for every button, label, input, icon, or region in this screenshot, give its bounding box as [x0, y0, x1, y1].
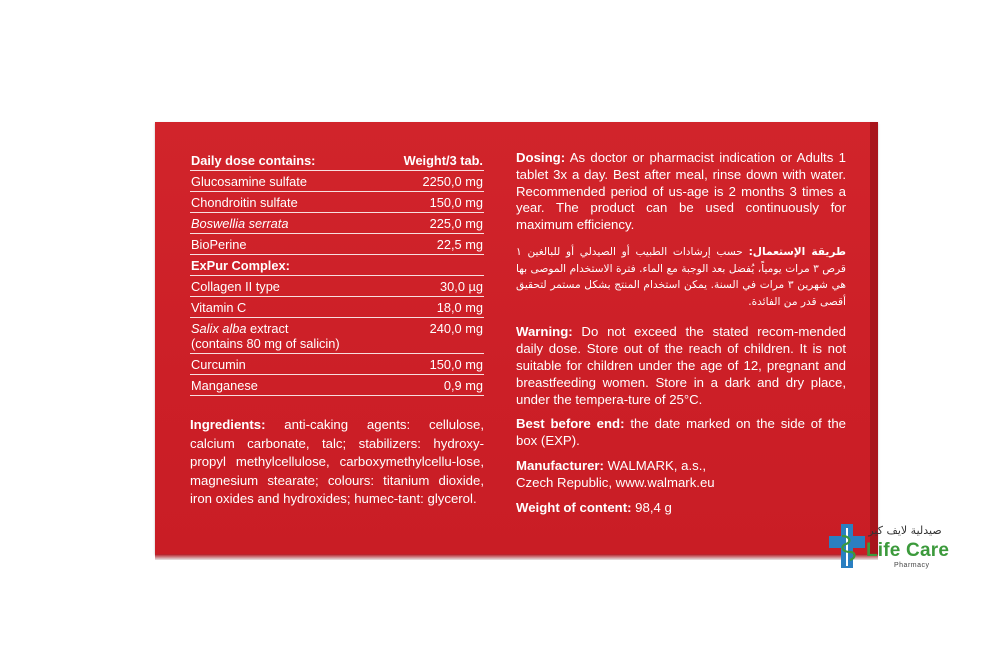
row-amount: 150,0 mg	[380, 192, 484, 213]
row-amount: 150,0 mg	[380, 354, 484, 375]
manufacturer-line2: Czech Republic, www.walmark.eu	[516, 474, 715, 490]
table-row	[190, 297, 484, 318]
row-label: Collagen II type	[190, 276, 380, 297]
header-label: Daily dose contains:	[190, 150, 380, 171]
row-label: Boswellia serrata	[190, 213, 380, 234]
warning-text	[516, 324, 846, 408]
row-label: Curcumin	[190, 354, 380, 375]
logo-name: Life Care	[866, 540, 950, 561]
manufacturer-title: Manufacturer:	[516, 457, 604, 473]
row-label: Vitamin C	[190, 297, 380, 318]
ingredients-body: anti-caking agents: cellulose, calcium carbonate, talc; stabilizers: hydroxy-propyl methylcellulose, carboxymethylcellu-lose, magnesium stearate; colours: titanium dioxide, iron oxides and hydroxides; humec-tant: glycerol.	[190, 417, 484, 507]
header-amount: Weight/3 tab.	[380, 150, 484, 171]
row-amount: 240,0 mg	[380, 318, 484, 354]
box-edge-shadow	[155, 554, 878, 560]
pharmacy-cross-icon	[828, 522, 866, 570]
table-row	[190, 192, 484, 213]
best-before-title: Best before end:	[516, 416, 625, 432]
row-label	[190, 318, 380, 354]
salix-rest: extract	[246, 321, 289, 336]
instructions-panel	[516, 150, 846, 516]
nutrition-table	[190, 150, 484, 396]
table-header-row	[190, 150, 484, 171]
arabic-title: طريقة الإستعمال:	[748, 245, 846, 258]
table-row	[190, 276, 484, 297]
row-amount: 2250,0 mg	[380, 171, 484, 192]
row-label: Chondroitin sulfate	[190, 192, 380, 213]
table-row	[190, 375, 484, 396]
weight-text	[516, 500, 846, 517]
warning-body: Do not exceed the stated recom-mended daily dose. Store out of the reach of children. It is not suitable for children under the age of 12, pregnant and breastfeeding women. Store in a dark and dry place, under the tempera-ture of 25°C.	[516, 324, 846, 407]
complex-title: ExPur Complex:	[190, 255, 484, 276]
manufacturer-text	[516, 458, 846, 492]
ingredients-title: Ingredients:	[190, 417, 266, 432]
warning-title: Warning:	[516, 324, 573, 340]
row-amount: 30,0 µg	[380, 276, 484, 297]
nutrition-panel	[190, 150, 484, 396]
table-row	[190, 171, 484, 192]
table-row	[190, 354, 484, 375]
row-amount: 22,5 mg	[380, 234, 484, 255]
weight-title: Weight of content:	[516, 499, 632, 515]
row-amount: 18,0 mg	[380, 297, 484, 318]
salix-note: (contains 80 mg of salicin)	[191, 336, 340, 351]
best-before-body: the date marked on the side of the box (EXP).	[516, 416, 846, 449]
complex-title-row	[190, 255, 484, 276]
dosing-title: Dosing:	[516, 150, 566, 165]
row-amount: 0,9 mg	[380, 375, 484, 396]
ingredients-text	[190, 416, 484, 509]
logo-arabic-name: صيدلية لايف كير	[868, 524, 942, 537]
manufacturer-line1: WALMARK, a.s.,	[603, 457, 707, 473]
dosing-text	[516, 150, 846, 234]
life-care-pharmacy-logo	[818, 522, 948, 572]
salix-italic: Salix alba	[191, 321, 247, 336]
row-amount: 225,0 mg	[380, 213, 484, 234]
arabic-body: حسب إرشادات الطبيب أو الصيدلي أو للبالغين ١ قرص ٣ مرات يومياً، يُفضل بعد الوجبة مع الماء. فترة الاستخدام الموصى بها هي شهرين ٣ مرات في السنة. يمكن استخدام المنتج بشكل مستمر لتحقيق أقصى قدر من الفائدة.	[516, 245, 846, 308]
table-row	[190, 213, 484, 234]
weight-value: 98,4 g	[635, 499, 672, 515]
row-label: Manganese	[190, 375, 380, 396]
row-label: BioPerine	[190, 234, 380, 255]
table-row	[190, 318, 484, 354]
row-label: Glucosamine sulfate	[190, 171, 380, 192]
table-row	[190, 234, 484, 255]
best-before-text	[516, 416, 846, 450]
logo-subtitle: Pharmacy	[894, 562, 930, 569]
arabic-dosing-text	[516, 244, 846, 310]
dosing-body: As doctor or pharmacist indication or Adults 1 tablet 3x a day. Best after meal, rinse down with water. Recommended period of us-age is 2 months 3 times a year. The product can be used continuously for maximum efficiency.	[516, 150, 846, 233]
